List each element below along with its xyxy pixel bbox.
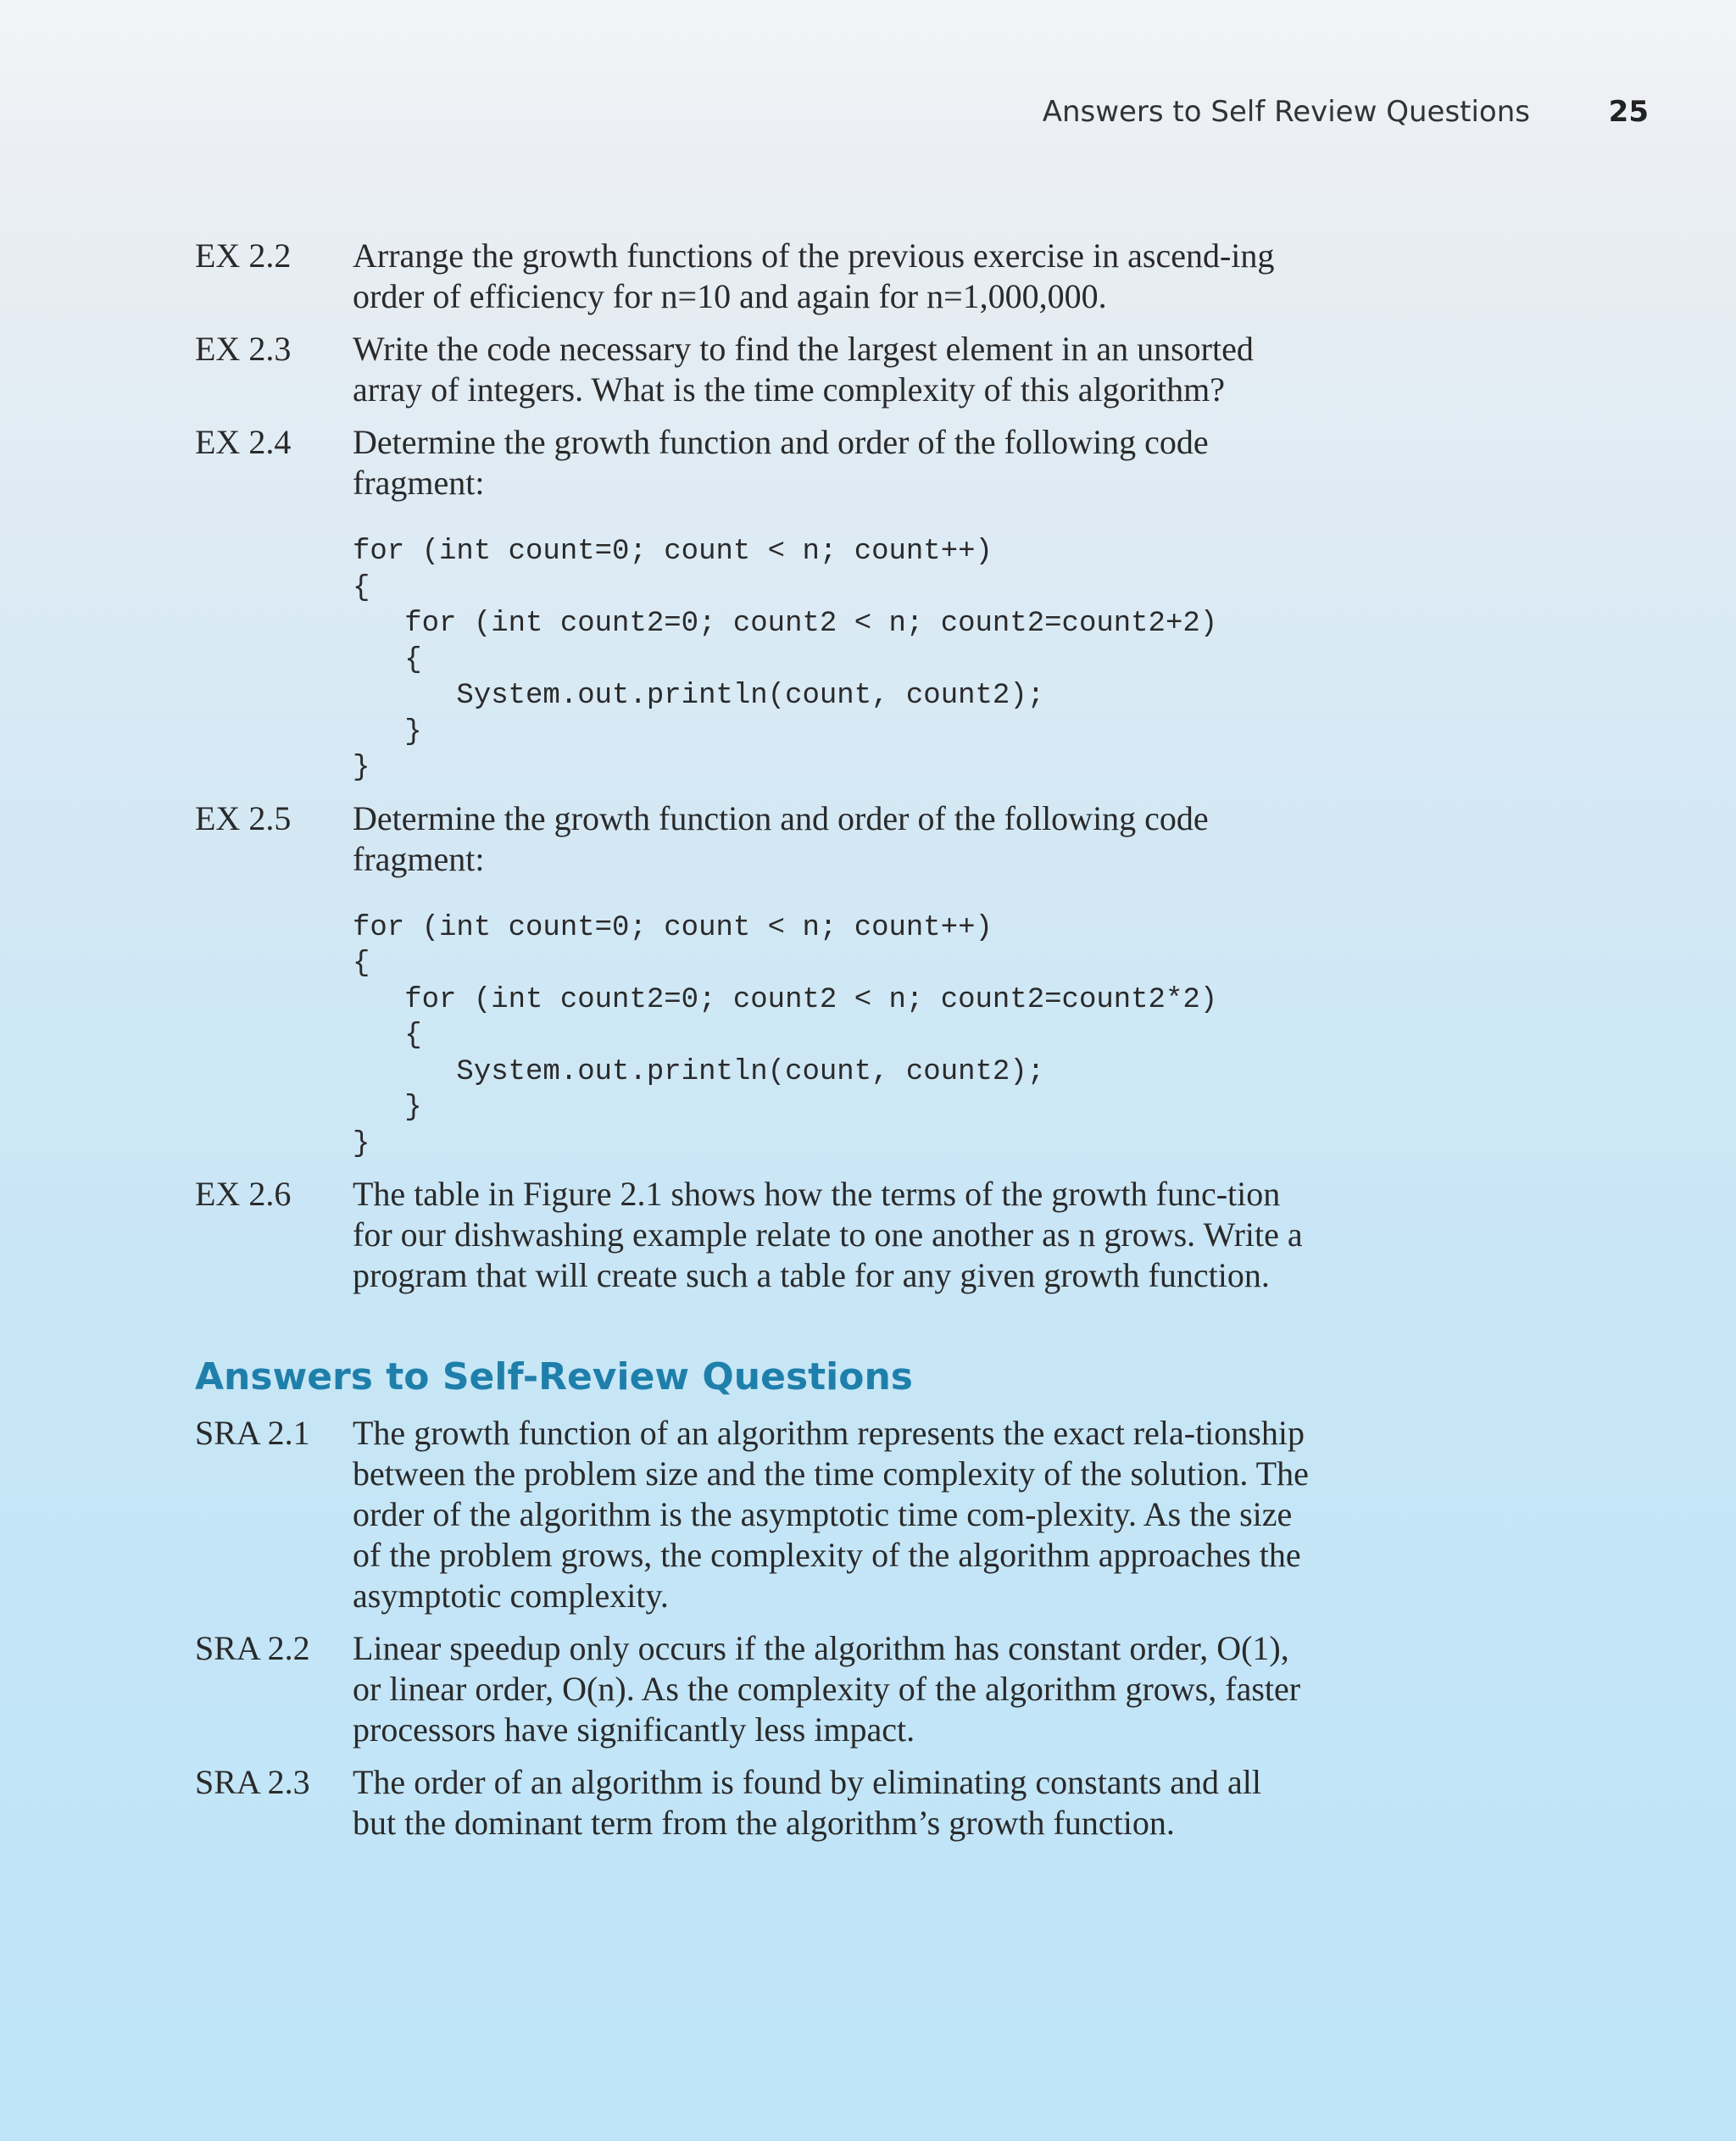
answer-text: The order of an algorithm is found by eliminating constants and all but the dominant term from the algorithm’s growth function. (353, 1763, 1261, 1842)
exercise-text: Arrange the growth functions of the previous exercise in ascend-ing order of efficiency for n=10 and again for n=1,000,000. (353, 236, 1275, 315)
answer-number: SRA 2.1 (195, 1414, 310, 1452)
answer-item (195, 1628, 1301, 1750)
answer-body (353, 1628, 1310, 1750)
answer-body (353, 1762, 1310, 1843)
answer-text: The growth function of an algorithm represents the exact rela-tionship between the problem size and the time complexity of the solution. The order of the algorithm is the asymptotic time com-plexity. As the size of the problem grows, the complexity of the algorithm approaches the asymptotic complexity. (353, 1414, 1309, 1615)
code-fragment: for (int count=0; count < n; count++) { for (int count2=0; count2 < n; count2=count2+2) { System.out.println(count, count2); } } (353, 536, 1218, 784)
exercise-text: Write the code necessary to find the largest element in an unsorted array of integers. What is the time complexity of this algorithm? (353, 330, 1254, 409)
running-head-title: Answers to Self Review Questions (1042, 95, 1530, 129)
answer-number: SRA 2.2 (195, 1629, 310, 1667)
page-content (195, 236, 1309, 1855)
page-number: 25 (1608, 95, 1649, 129)
exercise-number: EX 2.3 (195, 330, 292, 368)
exercise-body (353, 422, 1310, 787)
exercise-body (353, 1174, 1310, 1296)
exercise-text: Determine the growth function and order of the following code fragment: (353, 423, 1209, 502)
exercise-item (195, 422, 1297, 787)
exercise-body (353, 236, 1310, 317)
exercise-number: EX 2.6 (195, 1175, 292, 1213)
exercise-text: The table in Figure 2.1 shows how the terms of the growth func-tion for our dishwashing example relate to one another as n grows. Write a program that will create such a table for any given growth function. (353, 1175, 1303, 1294)
answer-body (353, 1413, 1310, 1616)
running-head (1017, 95, 1649, 132)
exercise-item (195, 1174, 1303, 1296)
exercise-item (195, 329, 1297, 410)
answer-item (195, 1762, 1297, 1843)
exercise-number: EX 2.2 (195, 236, 292, 275)
code-fragment: for (int count=0; count < n; count++) { for (int count2=0; count2 < n; count2=count2*2) { System.out.println(count, count2); } } (353, 911, 1218, 1160)
exercise-text: Determine the growth function and order of the following code fragment: (353, 798, 1209, 878)
exercise-body (353, 329, 1310, 410)
exercise-number: EX 2.4 (195, 423, 292, 461)
exercise-item (195, 236, 1297, 317)
answer-number: SRA 2.3 (195, 1763, 310, 1801)
section-heading: Answers to Self-Review Questions (195, 1355, 913, 1399)
exercise-body (353, 798, 1310, 1163)
answer-item (195, 1413, 1309, 1616)
exercise-item (195, 798, 1297, 1163)
answer-text: Linear speedup only occurs if the algorithm has constant order, O(1), or linear order, O(n). As the complexity of the algorithm grows, faster processors have significantly less impact. (353, 1629, 1301, 1749)
exercise-number: EX 2.5 (195, 798, 292, 837)
